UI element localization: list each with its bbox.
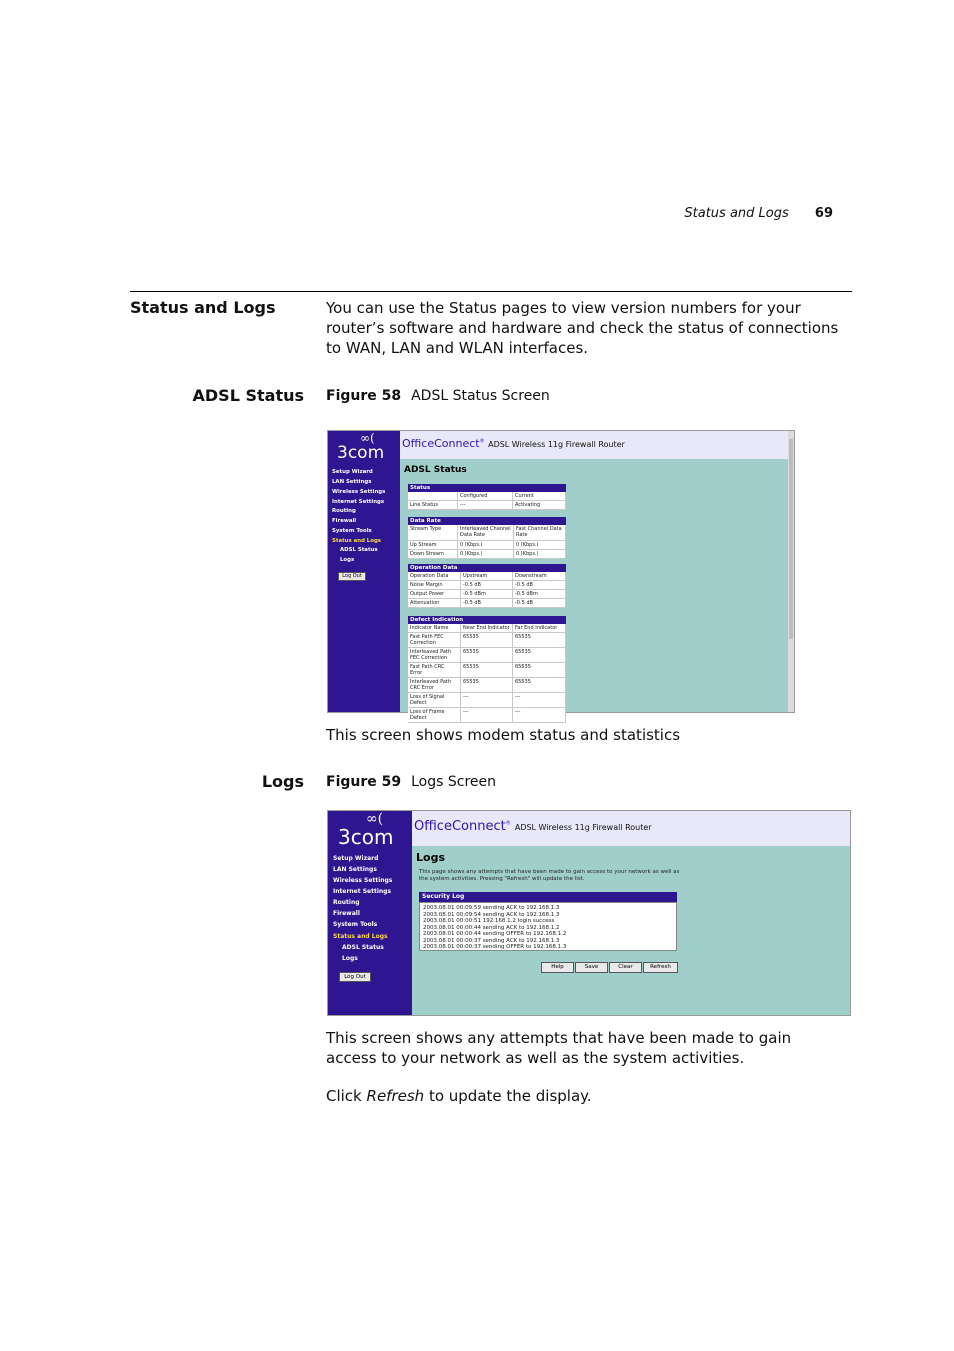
- nav-status-and-logs[interactable]: Status and Logs: [333, 933, 388, 940]
- refresh-button[interactable]: Refresh: [643, 962, 678, 973]
- table-cell: 65535: [513, 663, 566, 677]
- nav-internet-settings[interactable]: Internet Settings: [332, 499, 385, 505]
- refresh-term: Refresh: [366, 1087, 425, 1105]
- adsl-status-screenshot: [327, 430, 795, 721]
- table-row: [408, 581, 566, 590]
- brand-name: OfficeConnect: [414, 819, 506, 834]
- scrollbar-thumb[interactable]: [789, 439, 793, 639]
- table-cell: [408, 492, 458, 500]
- table-cell: ---: [461, 708, 513, 722]
- table-cell: Down Stream: [408, 550, 458, 558]
- nav-status-and-logs[interactable]: Status and Logs: [332, 538, 382, 544]
- table-cell: -0.5 dBm: [461, 590, 513, 598]
- status-table: [408, 484, 566, 510]
- defect-indication-table: [408, 616, 566, 723]
- logs-description-paragraph: This screen shows any attempts that have been made to gain access to your network as well as the system activities.: [326, 1029, 792, 1067]
- nav-adsl-status[interactable]: ADSL Status: [340, 547, 378, 553]
- table-cell: Interleaved Channel Data Rate: [458, 525, 514, 540]
- table-cell: 65535: [461, 663, 513, 677]
- nav-logs[interactable]: Logs: [340, 557, 355, 563]
- table-cell: Line Status: [408, 501, 458, 509]
- nav-internet-settings[interactable]: Internet Settings: [333, 888, 392, 895]
- table-cell: Indicator Name: [408, 624, 461, 632]
- table-row: [408, 492, 566, 501]
- subheading-logs: Logs: [261, 772, 304, 791]
- table-cell: Up Stream: [408, 541, 458, 549]
- table-cell: ---: [461, 693, 513, 707]
- table-cell: 65535: [513, 648, 566, 662]
- nav-routing[interactable]: Routing: [332, 508, 356, 514]
- nav-lan-settings[interactable]: LAN Settings: [333, 866, 377, 873]
- table-cell: ---: [513, 693, 566, 707]
- security-log-list[interactable]: [419, 902, 677, 951]
- table-row: [408, 624, 566, 633]
- help-button[interactable]: Help: [541, 962, 574, 973]
- table-cell: Near End Indicator: [461, 624, 513, 632]
- figure-58-label: Figure 58: [326, 388, 402, 404]
- log-entry: 2003.08.01 00:00:37 sending ACK to 192.168.1.3: [423, 937, 560, 944]
- brand-registered-mark: ®: [479, 438, 485, 445]
- figure-58-caption: [326, 388, 550, 404]
- nav-logs[interactable]: Logs: [342, 955, 358, 962]
- page-number: 69: [814, 206, 833, 221]
- table-row: [408, 708, 566, 723]
- table-cell: Current: [513, 492, 566, 500]
- table-cell: Upstream: [461, 572, 513, 580]
- page-title: Logs: [416, 851, 445, 864]
- running-head: [684, 206, 833, 221]
- nav-setup-wizard[interactable]: Setup Wizard: [332, 469, 373, 475]
- table-cell: 0 (Kbps.): [458, 541, 514, 549]
- table-row: [408, 678, 566, 693]
- nav-sidebar: [328, 811, 412, 1015]
- table-row: [408, 599, 566, 608]
- table-cell: ---: [458, 501, 513, 509]
- table-row: [408, 525, 566, 541]
- log-out-button[interactable]: Log Out: [338, 572, 366, 581]
- 3com-logo-mark: ∞(: [360, 431, 375, 445]
- 3com-logo: 3com: [338, 825, 394, 849]
- 3com-logo: 3com: [337, 443, 385, 463]
- table-cell: Fast Path CRC Error: [408, 663, 461, 677]
- table-cell: Noise Margin: [408, 581, 461, 589]
- nav-firewall[interactable]: Firewall: [332, 518, 357, 524]
- table-row: [408, 590, 566, 599]
- table-cell: -0.5 dBm: [513, 590, 566, 598]
- table-cell: 0 (Kbps.): [514, 550, 566, 558]
- nav-wireless-settings[interactable]: Wireless Settings: [332, 489, 386, 495]
- table-row: [408, 693, 566, 708]
- nav-system-tools[interactable]: System Tools: [333, 921, 378, 928]
- defect-indication-table-header: Defect Indication: [408, 616, 566, 624]
- table-row: [408, 550, 566, 559]
- officeconnect-brand: [414, 819, 652, 834]
- table-cell: 0 (Kbps.): [514, 541, 566, 549]
- table-cell: 65535: [461, 633, 513, 647]
- table-cell: Far End Indicator: [513, 624, 566, 632]
- officeconnect-brand: [402, 437, 625, 450]
- brand-name: OfficeConnect: [402, 437, 480, 450]
- table-cell: Loss of Signal Defect: [408, 693, 461, 707]
- table-cell: Loss of Frame Defect: [408, 708, 461, 722]
- table-cell: -0.5 dB: [513, 599, 566, 607]
- nav-lan-settings[interactable]: LAN Settings: [332, 479, 372, 485]
- brand-registered-mark: ®: [505, 820, 511, 827]
- table-row: [408, 648, 566, 663]
- table-cell: Downstream: [513, 572, 566, 580]
- log-entry: 2003.08.01 00:00:37 sending OFFER to 192.168.1.3: [423, 944, 567, 950]
- data-rate-table: [408, 517, 566, 559]
- table-cell: 65535: [461, 648, 513, 662]
- table-row: [408, 633, 566, 648]
- table-cell: Stream Type: [408, 525, 458, 540]
- scrollbar[interactable]: [788, 431, 794, 712]
- table-cell: Interleaved Path FEC Correction: [408, 648, 461, 662]
- table-cell: Fast Channel Data Rate: [514, 525, 566, 540]
- section-rule: [130, 291, 852, 292]
- table-cell: Activating: [513, 501, 566, 509]
- operation-data-table-header: Operation Data: [408, 564, 566, 572]
- nav-adsl-status[interactable]: ADSL Status: [342, 944, 384, 951]
- nav-wireless-settings[interactable]: Wireless Settings: [333, 877, 393, 884]
- log-entry: 2003.08.01 00:00:44 sending OFFER to 192.168.1.2: [423, 931, 567, 937]
- log-entry: 2003.08.01 00:09:54 sending ACK to 192.168.1.3: [423, 911, 560, 918]
- logs-description: This page shows any attempts that have been made to gain access to your network as well as the system activities. Pressing "Refresh" will update the list.: [419, 869, 680, 882]
- table-cell: -0.5 dB: [513, 581, 566, 589]
- figure-59-caption: [326, 774, 496, 790]
- save-button[interactable]: Save: [575, 962, 608, 973]
- table-cell: Operation Data: [408, 572, 461, 580]
- nav-routing[interactable]: Routing: [333, 899, 360, 906]
- refresh-instruction-suffix: to update the display.: [424, 1087, 592, 1105]
- section-heading-status-logs: Status and Logs: [130, 298, 276, 317]
- 3com-logo-mark: ∞(: [366, 811, 384, 827]
- figure-59-title: Logs Screen: [411, 774, 496, 790]
- table-cell: -0.5 dB: [461, 581, 513, 589]
- figure-59-label: Figure 59: [326, 774, 402, 790]
- table-row: [408, 572, 566, 581]
- log-entry: 2003.08.01 00:00:51 192.168.1.2 login success: [423, 918, 555, 924]
- table-cell: Fast Path FEC Correction: [408, 633, 461, 647]
- table-row: [408, 501, 566, 510]
- table-cell: Interleaved Path CRC Error: [408, 678, 461, 692]
- page-title: ADSL Status: [404, 465, 467, 475]
- table-cell: Attenuation: [408, 599, 461, 607]
- table-cell: Output Power: [408, 590, 461, 598]
- table-row: [408, 663, 566, 678]
- nav-firewall[interactable]: Firewall: [333, 910, 360, 917]
- table-cell: 65535: [461, 678, 513, 692]
- nav-sidebar: [328, 431, 400, 712]
- table-row: [408, 541, 566, 550]
- table-cell: -0.5 dB: [461, 599, 513, 607]
- table-cell: 65535: [513, 678, 566, 692]
- table-cell: 0 (Kbps.): [458, 550, 514, 558]
- table-cell: ---: [513, 708, 566, 722]
- figure-58-title: ADSL Status Screen: [411, 388, 550, 404]
- log-out-button[interactable]: Log Out: [339, 972, 371, 982]
- status-table-header: Status: [408, 484, 566, 492]
- operation-data-table: [408, 564, 566, 608]
- table-cell: Configured: [458, 492, 513, 500]
- product-name: ADSL Wireless 11g Firewall Router: [488, 440, 625, 449]
- security-log-header: Security Log: [419, 892, 677, 902]
- logs-screenshot: [327, 810, 851, 1016]
- running-head-section: Status and Logs: [684, 206, 789, 221]
- product-name: ADSL Wireless 11g Firewall Router: [514, 823, 652, 832]
- clear-button[interactable]: Clear: [609, 962, 642, 973]
- intro-paragraph: You can use the Status pages to view version numbers for your router’s software and hardware and check the status of connections to WAN, LAN and WLAN interfaces.: [326, 299, 839, 357]
- log-entry: 2003.08.01 00:00:44 sending ACK to 192.168.1.2: [423, 924, 560, 931]
- data-rate-table-header: Data Rate: [408, 517, 566, 525]
- log-entry: 2003.08.01 00:09:59 sending ACK to 192.168.1.3: [423, 905, 560, 911]
- refresh-instruction-prefix: Click: [326, 1087, 367, 1105]
- table-cell: 65535: [513, 633, 566, 647]
- subheading-adsl-status: ADSL Status: [192, 386, 304, 405]
- nav-setup-wizard[interactable]: Setup Wizard: [333, 855, 379, 862]
- adsl-description: This screen shows modem status and statistics: [326, 726, 681, 744]
- refresh-instruction: [326, 1086, 846, 1106]
- nav-system-tools[interactable]: System Tools: [332, 528, 372, 534]
